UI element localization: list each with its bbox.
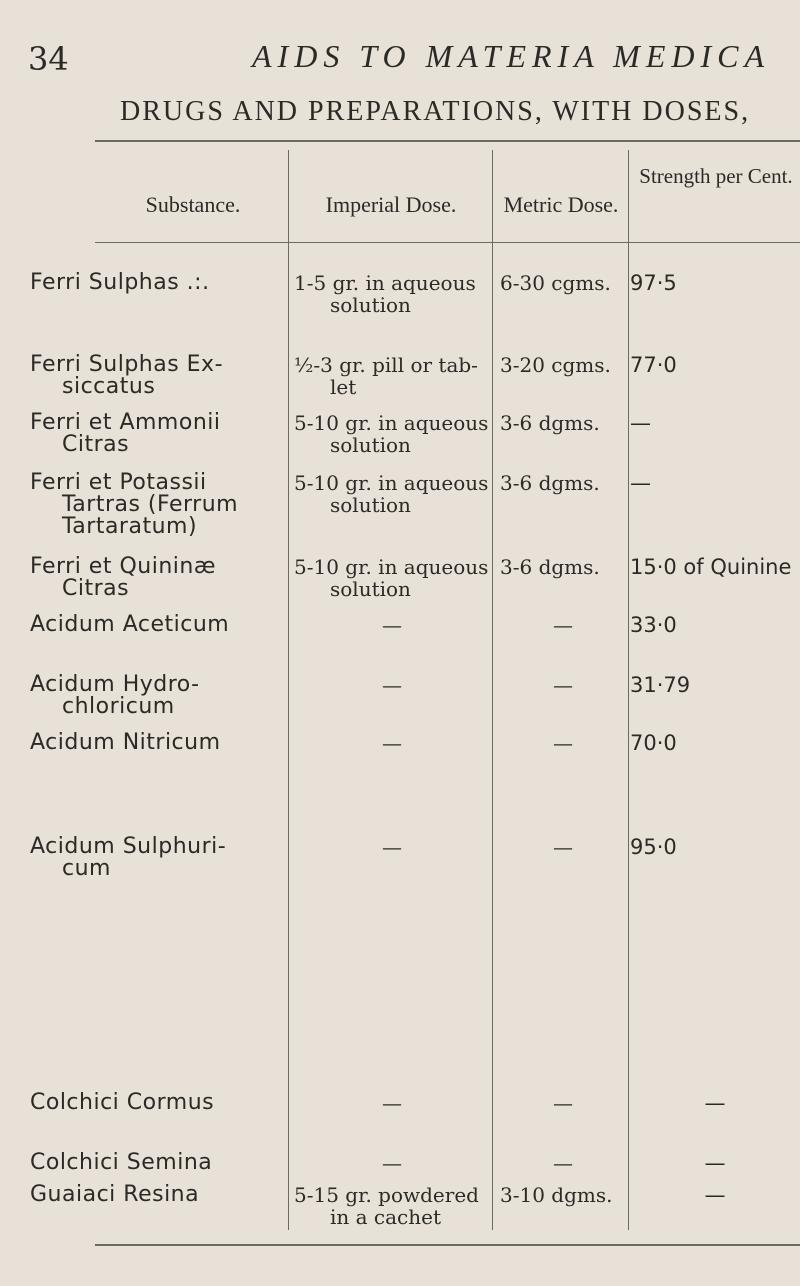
header-substance: Substance. [145, 192, 241, 217]
metric-dose-cell: — [553, 731, 573, 755]
imperial-line: 5-10 gr. in aqueous [294, 411, 489, 435]
substance-line: Citras [62, 432, 130, 457]
substance-cell [30, 1092, 285, 1114]
substance-line: Ferri Sulphas Ex- [30, 352, 224, 377]
header-strength: Strength per Cent. [639, 164, 793, 188]
imperial-line: 1-5 gr. in aqueous [294, 271, 476, 295]
substance-line: Tartras (Ferrum [62, 492, 239, 517]
substance-cell [30, 412, 285, 456]
substance-cell [30, 614, 285, 636]
metric-dose-cell: — [553, 613, 573, 637]
strength-cell: — [704, 1183, 726, 1207]
metric-dose-cell: — [553, 1151, 573, 1175]
strength-cell: 77·0 [630, 353, 677, 377]
strength-cell: — [704, 1091, 726, 1115]
substance-cell [30, 1152, 285, 1174]
table-bottom-rule [95, 1244, 800, 1246]
substance-line: Tartaratum) [62, 514, 198, 539]
substance-line: Ferri et Potassii [30, 470, 207, 495]
imperial-line: — [382, 731, 402, 755]
substance-cell [30, 732, 285, 754]
imperial-line: 5-10 gr. in aqueous [294, 471, 489, 495]
substance-line: Colchici Semina [30, 1150, 213, 1175]
imperial-dose-cell [294, 354, 490, 398]
strength-cell: 33·0 [630, 613, 677, 637]
substance-cell [30, 1184, 285, 1206]
imperial-dose-cell [294, 556, 490, 600]
header-bottom-rule [95, 242, 800, 243]
substance-cell [30, 354, 285, 398]
metric-dose-cell: 3-6 dgms. [500, 411, 600, 435]
substance-line: Acidum Sulphuri- [30, 834, 227, 859]
strength-cell: 31·79 [630, 673, 691, 697]
substance-line: Colchici Cormus [30, 1090, 215, 1115]
page-number: 34 [28, 40, 69, 78]
imperial-dose-cell [294, 732, 490, 754]
imperial-dose-cell [294, 412, 490, 456]
imperial-dose-cell [294, 1152, 490, 1174]
imperial-line: solution [330, 493, 411, 517]
imperial-dose-cell [294, 472, 490, 516]
imperial-line: — [382, 835, 402, 859]
substance-line: Ferri Sulphas .:. [30, 270, 210, 295]
strength-cell: — [704, 1151, 726, 1175]
strength-cell: — [630, 411, 651, 435]
column-divider [492, 150, 493, 1230]
imperial-line: 5-15 gr. powdered [294, 1183, 479, 1207]
imperial-line: — [382, 613, 402, 637]
imperial-line: — [382, 1091, 402, 1115]
column-divider [288, 150, 289, 1230]
imperial-line: ½-3 gr. pill or tab- [294, 353, 478, 377]
substance-line: Citras [62, 576, 130, 601]
substance-line: Ferri et Ammonii [30, 410, 221, 435]
substance-line: chloricum [62, 694, 175, 719]
strength-cell: 70·0 [630, 731, 677, 755]
imperial-dose-cell [294, 614, 490, 636]
substance-line: Acidum Hydro- [30, 672, 200, 697]
header-metric-dose: Metric Dose. [503, 192, 619, 217]
header-imperial-dose: Imperial Dose. [325, 192, 457, 217]
substance-line: Acidum Nitricum [30, 730, 221, 755]
imperial-line: let [330, 375, 357, 399]
strength-cell: 95·0 [630, 835, 677, 859]
imperial-line: in a cachet [330, 1205, 441, 1229]
metric-dose-cell: 3-20 cgms. [500, 353, 611, 377]
strength-cell: — [630, 471, 651, 495]
substance-line: Ferri et Quininæ [30, 554, 216, 579]
metric-dose-cell: — [553, 1091, 573, 1115]
imperial-dose-cell [294, 272, 490, 316]
imperial-line: — [382, 1151, 402, 1175]
imperial-dose-cell [294, 1092, 490, 1114]
imperial-dose-cell [294, 1184, 490, 1228]
imperial-line: solution [330, 293, 411, 317]
table-top-rule [95, 140, 800, 142]
substance-line: Acidum Aceticum [30, 612, 230, 637]
book-title: AIDS TO MATERIA MEDICA [252, 38, 771, 74]
running-head [0, 34, 800, 84]
substance-line: siccatus [62, 374, 156, 399]
strength-cell: 15·0 of Quinine [630, 555, 792, 579]
metric-dose-cell: 3-10 dgms. [500, 1183, 613, 1207]
imperial-dose-cell [294, 674, 490, 696]
table-title: DRUGS AND PREPARATIONS, WITH DOSES, [120, 96, 751, 127]
imperial-line: solution [330, 577, 411, 601]
imperial-line: — [382, 673, 402, 697]
substance-cell [30, 272, 285, 294]
substance-cell [30, 836, 285, 880]
metric-dose-cell: 6-30 cgms. [500, 271, 611, 295]
substance-cell [30, 556, 285, 600]
substance-line: Guaiaci Resina [30, 1182, 200, 1207]
imperial-dose-cell [294, 836, 490, 858]
metric-dose-cell: 3-6 dgms. [500, 471, 600, 495]
substance-cell [30, 472, 285, 538]
substance-line: cum [62, 856, 111, 881]
strength-cell: 97·5 [630, 271, 677, 295]
imperial-line: solution [330, 433, 411, 457]
metric-dose-cell: 3-6 dgms. [500, 555, 600, 579]
metric-dose-cell: — [553, 835, 573, 859]
column-divider [628, 150, 629, 1230]
substance-cell [30, 674, 285, 718]
metric-dose-cell: — [553, 673, 573, 697]
imperial-line: 5-10 gr. in aqueous [294, 555, 489, 579]
